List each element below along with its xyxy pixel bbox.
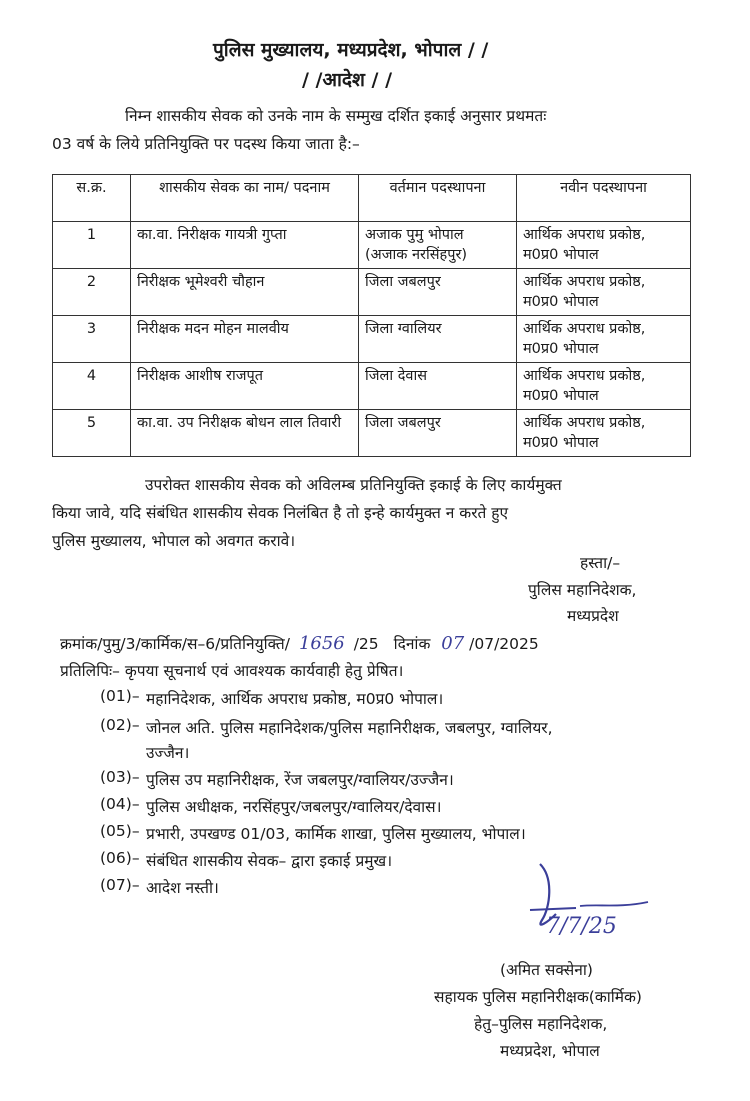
- row-current: जिला ग्वालियर: [359, 316, 517, 363]
- officer-on-behalf: हेतु–पुलिस महानिदेशक,: [474, 1015, 608, 1033]
- date-rest: /07/2025: [469, 635, 539, 653]
- signed-mark: हस्ता/–: [580, 554, 621, 572]
- header-current-posting: वर्तमान पदस्थापना: [359, 175, 517, 222]
- table-row: [53, 222, 691, 269]
- intro-line-1: निम्न शासकीय सेवक को उनके नाम के सम्मुख दर्शित इकाई अनुसार प्रथमतः: [125, 107, 547, 125]
- order-heading: / /आदेश / /: [302, 69, 393, 91]
- copy-item-no: (06)–: [100, 849, 140, 867]
- row-sno: 4: [53, 363, 131, 410]
- reference-number: 1656: [298, 633, 345, 654]
- table-row: [53, 316, 691, 363]
- copy-item-no: (03)–: [100, 768, 140, 786]
- header-sno: स.क्र.: [53, 175, 131, 222]
- copy-item-no: (02)–: [100, 716, 140, 734]
- copy-item-text: आदेश नस्ती।: [146, 879, 219, 897]
- row-current: जिला जबलपुर: [359, 410, 517, 457]
- row-new: आर्थिक अपराध प्रकोष्ठ, म0प्र0 भोपाल: [517, 269, 691, 316]
- row-name: निरीक्षक आशीष राजपूत: [131, 363, 359, 410]
- intro-line-2: 03 वर्ष के लिये प्रतिनियुक्ति पर पदस्थ किया जाता है:–: [52, 135, 360, 153]
- row-current: जिला जबलपुर: [359, 269, 517, 316]
- row-name: निरीक्षक भूमेश्वरी चौहान: [131, 269, 359, 316]
- signatory-designation: पुलिस महानिदेशक,: [528, 581, 637, 599]
- copy-item-text: संबंधित शासकीय सेवक– द्वारा इकाई प्रमुख।: [146, 852, 393, 870]
- row-new: आर्थिक अपराध प्रकोष्ठ, म0प्र0 भोपाल: [517, 222, 691, 269]
- posting-table: [52, 174, 691, 457]
- row-new: आर्थिक अपराध प्रकोष्ठ, म0प्र0 भोपाल: [517, 410, 691, 457]
- officer-designation: सहायक पुलिस महानिरीक्षक(कार्मिक): [434, 988, 642, 1006]
- table-row: [53, 269, 691, 316]
- header-name: शासकीय सेवक का नाम/ पदनाम: [131, 175, 359, 222]
- page-title: पुलिस मुख्यालय, मध्यप्रदेश, भोपाल / /: [213, 39, 489, 61]
- copy-to-heading: प्रतिलिपिः– कृपया सूचनार्थ एवं आवश्यक कार्यवाही हेतु प्रेषित।: [60, 662, 404, 680]
- officer-place: मध्यप्रदेश, भोपाल: [500, 1042, 600, 1060]
- table-row: [53, 363, 691, 410]
- copy-item-no: (05)–: [100, 822, 140, 840]
- body-line-2: किया जावे, यदि संबंधित शासकीय सेवक निलंबित है तो इन्हे कार्यमुक्त न करते हुए: [52, 504, 509, 522]
- copy-item-text-cont: उज्जैन।: [146, 744, 190, 762]
- copy-item-text: प्रभारी, उपखण्ड 01/03, कार्मिक शाखा, पुलिस मुख्यालय, भोपाल।: [146, 825, 526, 843]
- table-row: [53, 410, 691, 457]
- row-sno: 3: [53, 316, 131, 363]
- copy-item-text: महानिदेशक, आर्थिक अपराध प्रकोष्ठ, म0प्र0 भोपाल।: [146, 690, 444, 708]
- handwritten-date: 7/7/25: [546, 914, 617, 939]
- signatory-state: मध्यप्रदेश: [567, 607, 619, 625]
- copy-item-text: जोनल अति. पुलिस महानिदेशक/पुलिस महानिरीक्षक, जबलपुर, ग्वालियर,: [146, 719, 553, 737]
- header-new-posting: नवीन पदस्थापना: [517, 175, 691, 222]
- body-line-1: उपरोक्त शासकीय सेवक को अविलम्ब प्रतिनियुक्ति इकाई के लिए कार्यमुक्त: [145, 476, 562, 494]
- officer-name: (अमित सक्सेना): [500, 961, 593, 979]
- row-new: आर्थिक अपराध प्रकोष्ठ, म0प्र0 भोपाल: [517, 316, 691, 363]
- reference-prefix: क्रमांक/पुमु/3/कार्मिक/स–6/प्रतिनियुक्ति/: [60, 635, 290, 653]
- copy-item-text: पुलिस उप महानिरीक्षक, रेंज जबलपुर/ग्वालियर/उज्जैन।: [146, 771, 454, 789]
- row-new: आर्थिक अपराध प्रकोष्ठ, म0प्र0 भोपाल: [517, 363, 691, 410]
- row-current: अजाक पुमु भोपाल (अजाक नरसिंहपुर): [359, 222, 517, 269]
- row-current: जिला देवास: [359, 363, 517, 410]
- date-day: 07: [441, 633, 465, 654]
- reference-year: /25: [353, 635, 379, 653]
- handwritten-signature: [520, 858, 660, 958]
- row-sno: 5: [53, 410, 131, 457]
- copy-item-no: (01)–: [100, 687, 140, 705]
- reference-line: [60, 632, 539, 654]
- row-name: निरीक्षक मदन मोहन मालवीय: [131, 316, 359, 363]
- date-label: दिनांक: [393, 635, 431, 653]
- row-sno: 2: [53, 269, 131, 316]
- copy-item-no: (07)–: [100, 876, 140, 894]
- row-sno: 1: [53, 222, 131, 269]
- table-header-row: [53, 175, 691, 222]
- body-line-3: पुलिस मुख्यालय, भोपाल को अवगत करावे।: [52, 532, 296, 550]
- copy-item-text: पुलिस अधीक्षक, नरसिंहपुर/जबलपुर/ग्वालियर/देवास।: [146, 798, 442, 816]
- row-name: का.वा. उप निरीक्षक बोधन लाल तिवारी: [131, 410, 359, 457]
- copy-item-no: (04)–: [100, 795, 140, 813]
- row-name: का.वा. निरीक्षक गायत्री गुप्ता: [131, 222, 359, 269]
